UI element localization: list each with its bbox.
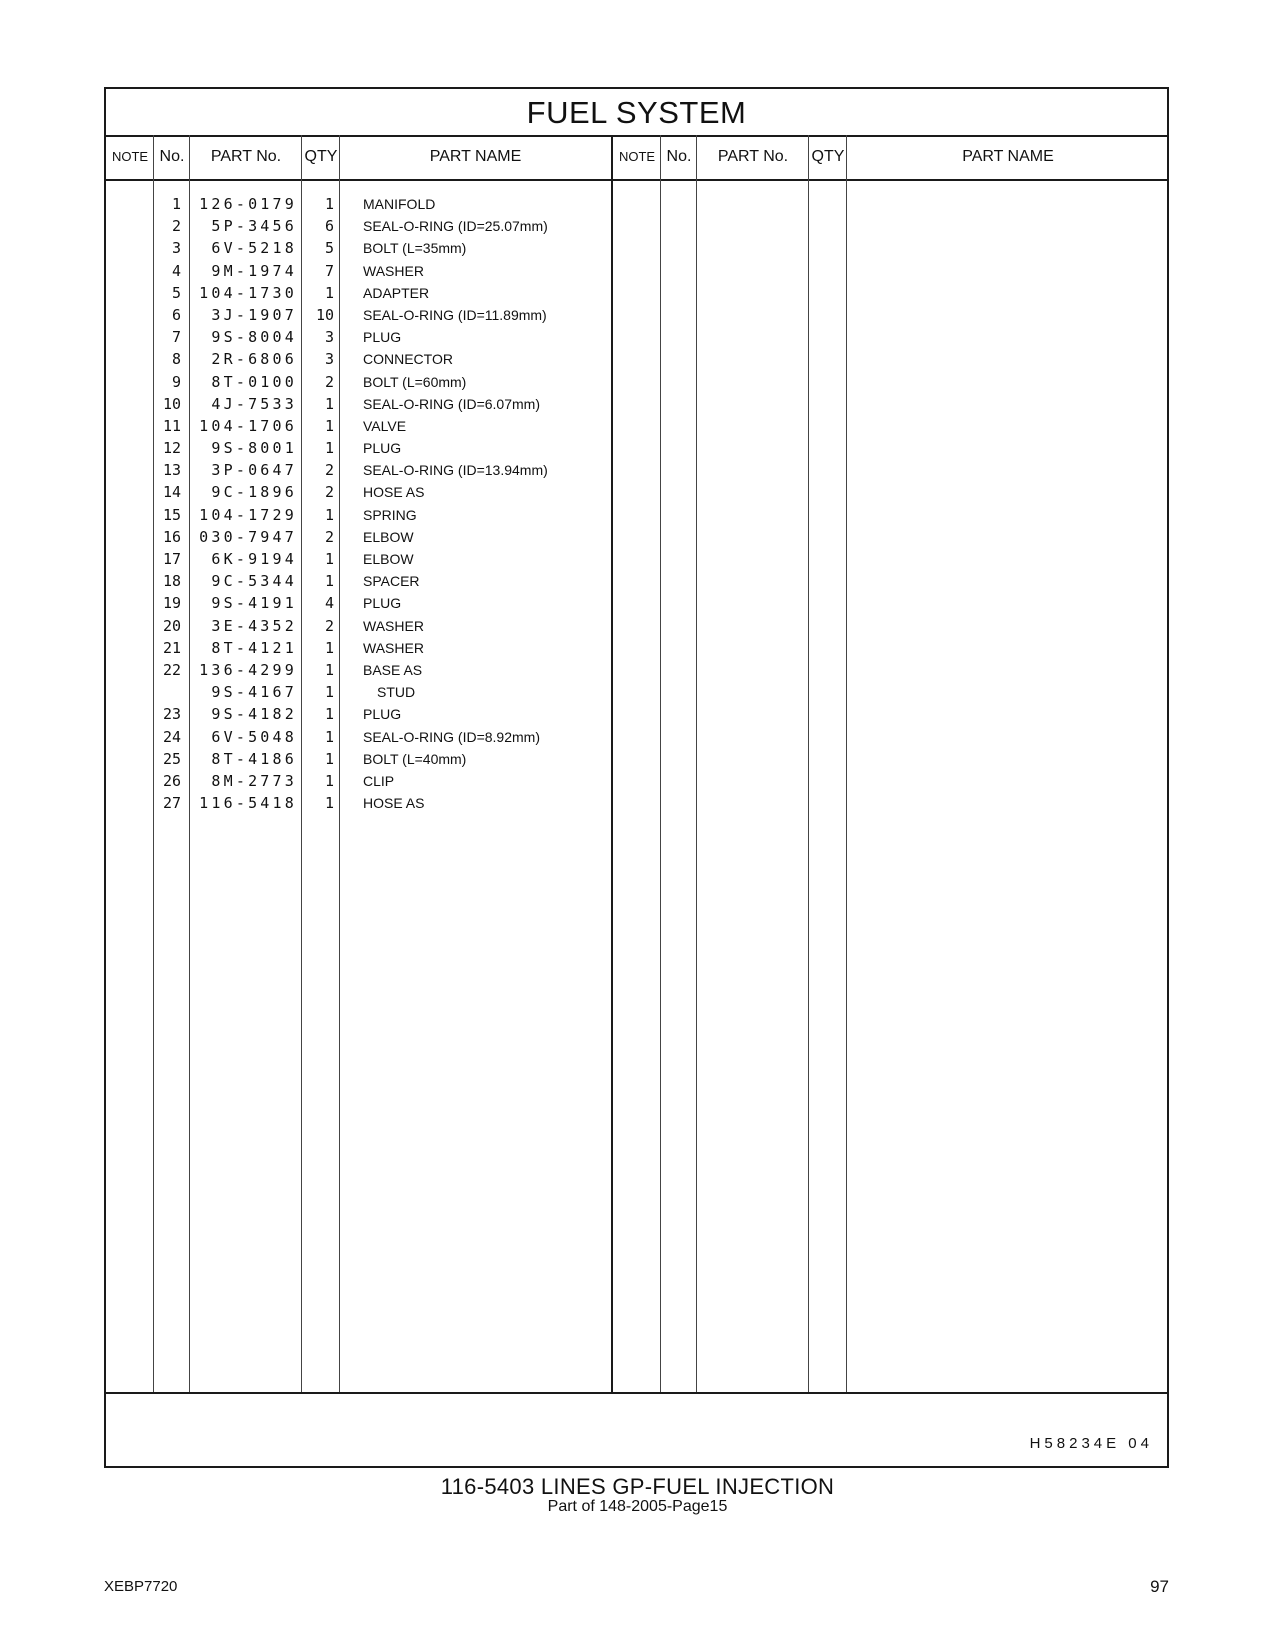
part-name: SEAL-O-RING (ID=8.92mm) bbox=[363, 728, 540, 745]
item-number: 6 bbox=[171, 305, 181, 324]
item-number: 18 bbox=[162, 572, 181, 591]
quantity: 1 bbox=[324, 550, 334, 568]
item-number: 7 bbox=[171, 328, 181, 347]
part-number: 9M-1974 bbox=[211, 261, 297, 280]
table-row bbox=[106, 526, 641, 548]
part-name: HOSE AS bbox=[363, 795, 425, 812]
part-name: WASHER bbox=[363, 617, 424, 634]
part-number: 3P-0647 bbox=[211, 461, 297, 480]
item-number: 19 bbox=[162, 594, 181, 613]
item-number: 12 bbox=[162, 439, 181, 458]
part-name: BASE AS bbox=[363, 661, 423, 678]
part-number: 8T-0100 bbox=[211, 372, 297, 391]
table-row bbox=[106, 304, 641, 326]
parts-list bbox=[106, 193, 641, 814]
table-row bbox=[106, 193, 641, 215]
item-number: 1 bbox=[171, 195, 181, 213]
item-number: 8 bbox=[171, 350, 181, 369]
col-header-partno-left: PART No. bbox=[210, 148, 282, 165]
item-number: 4 bbox=[171, 261, 181, 280]
column-header-row bbox=[106, 135, 1167, 181]
quantity: 1 bbox=[324, 505, 334, 524]
quantity: 1 bbox=[324, 705, 334, 724]
drawing-reference: H58234E 04 bbox=[1029, 1435, 1153, 1452]
item-number: 5 bbox=[171, 283, 181, 302]
part-name: PLUG bbox=[363, 595, 402, 612]
part-number: 6V-5048 bbox=[211, 727, 297, 746]
table-row bbox=[106, 504, 641, 526]
quantity: 1 bbox=[324, 683, 334, 702]
part-name: ELBOW bbox=[363, 528, 414, 545]
quantity: 2 bbox=[324, 616, 334, 635]
item-number: 21 bbox=[162, 638, 181, 657]
item-number: 9 bbox=[171, 372, 181, 391]
part-number: 9C-5344 bbox=[211, 572, 297, 591]
quantity: 1 bbox=[324, 195, 334, 213]
part-number: 8T-4186 bbox=[211, 749, 297, 768]
table-row bbox=[106, 260, 641, 282]
part-name: SPRING bbox=[363, 506, 417, 523]
col-header-partno-right: PART No. bbox=[717, 148, 789, 165]
table-row bbox=[106, 792, 641, 814]
quantity: 2 bbox=[324, 483, 334, 502]
divider-qty-name-right bbox=[846, 135, 847, 1392]
part-number: 9C-1896 bbox=[211, 483, 297, 502]
table-row bbox=[106, 393, 641, 415]
table-row bbox=[106, 237, 641, 259]
part-number: 9S-4191 bbox=[211, 594, 297, 613]
item-number: 14 bbox=[162, 483, 181, 502]
part-number: 3J-1907 bbox=[211, 305, 297, 324]
part-name: BOLT (L=40mm) bbox=[363, 750, 467, 767]
part-number: 136-4299 bbox=[199, 660, 297, 679]
part-number: 6V-5218 bbox=[211, 239, 297, 258]
part-name: PLUG bbox=[363, 440, 402, 457]
part-name: SEAL-O-RING (ID=6.07mm) bbox=[363, 395, 540, 412]
table-row bbox=[106, 459, 641, 481]
part-number: 104-1730 bbox=[199, 283, 297, 302]
part-number: 8M-2773 bbox=[211, 771, 297, 790]
item-number: 11 bbox=[162, 416, 181, 435]
part-name: SEAL-O-RING (ID=13.94mm) bbox=[363, 462, 548, 479]
quantity: 1 bbox=[324, 660, 334, 679]
quantity: 1 bbox=[324, 283, 334, 302]
quantity: 1 bbox=[324, 439, 334, 458]
quantity: 10 bbox=[315, 305, 334, 324]
footer-divider bbox=[106, 1392, 1167, 1394]
part-number: 030-7947 bbox=[199, 527, 297, 546]
part-number: 9S-8004 bbox=[211, 328, 297, 347]
part-name: BOLT (L=35mm) bbox=[363, 240, 467, 257]
part-name: CLIP bbox=[363, 772, 395, 789]
item-number: 15 bbox=[162, 505, 181, 524]
part-name: VALVE bbox=[363, 417, 407, 434]
col-header-partname-right: PART NAME bbox=[962, 148, 1054, 165]
part-of-reference: Part of 148-2005-Page15 bbox=[547, 1498, 728, 1515]
part-name: PLUG bbox=[363, 706, 402, 723]
part-number: 104-1706 bbox=[199, 416, 297, 435]
table-row bbox=[106, 348, 641, 370]
part-name: ELBOW bbox=[363, 551, 414, 567]
part-name: WASHER bbox=[363, 639, 424, 656]
item-number: 24 bbox=[162, 727, 181, 746]
part-name: STUD bbox=[377, 684, 416, 701]
page-number: 97 bbox=[1150, 1577, 1169, 1596]
table-row bbox=[106, 703, 641, 725]
part-name: BOLT (L=60mm) bbox=[363, 373, 467, 390]
table-row bbox=[106, 215, 641, 237]
divider-partno-qty-right bbox=[808, 135, 809, 1392]
item-number: 22 bbox=[162, 660, 181, 679]
col-header-qty-left: QTY bbox=[304, 148, 338, 165]
quantity: 5 bbox=[324, 239, 334, 258]
quantity: 1 bbox=[324, 794, 334, 813]
quantity: 4 bbox=[324, 594, 334, 613]
table-row bbox=[106, 726, 641, 748]
col-header-note-left: NOTE bbox=[111, 149, 149, 164]
item-number: 27 bbox=[162, 794, 181, 813]
part-number: 6K-9194 bbox=[211, 550, 297, 568]
part-number: 4J-7533 bbox=[211, 394, 297, 413]
quantity: 1 bbox=[324, 394, 334, 413]
item-number: 17 bbox=[162, 550, 181, 568]
document-id: XEBP7720 bbox=[104, 1578, 178, 1595]
divider-note-no-right bbox=[660, 135, 661, 1392]
part-number: 104-1729 bbox=[199, 505, 297, 524]
table-row bbox=[106, 282, 641, 304]
group-title: 116-5403 LINES GP-FUEL INJECTION bbox=[440, 1474, 835, 1499]
part-number: 3E-4352 bbox=[211, 616, 297, 635]
part-name: SEAL-O-RING (ID=25.07mm) bbox=[363, 218, 548, 235]
quantity: 1 bbox=[324, 416, 334, 435]
item-number: 2 bbox=[171, 217, 181, 236]
quantity: 2 bbox=[324, 527, 334, 546]
table-row bbox=[106, 615, 641, 637]
col-header-qty-right: QTY bbox=[811, 148, 845, 165]
quantity: 7 bbox=[324, 261, 334, 280]
quantity: 6 bbox=[324, 217, 334, 236]
col-header-note-right: NOTE bbox=[618, 149, 656, 164]
table-row bbox=[106, 548, 641, 570]
quantity: 3 bbox=[324, 350, 334, 369]
quantity: 1 bbox=[324, 572, 334, 591]
part-name: SEAL-O-RING (ID=11.89mm) bbox=[363, 306, 547, 323]
part-name: WASHER bbox=[363, 262, 424, 279]
system-title: FUEL SYSTEM bbox=[106, 89, 1167, 137]
table-row bbox=[106, 415, 641, 437]
item-number: 16 bbox=[162, 527, 181, 546]
part-number: 9S-4182 bbox=[211, 705, 297, 724]
table-row bbox=[106, 681, 641, 703]
part-name: HOSE AS bbox=[363, 484, 425, 501]
table-row bbox=[106, 570, 641, 592]
part-number: 9S-4167 bbox=[211, 683, 297, 702]
part-name: ADAPTER bbox=[363, 284, 430, 301]
quantity: 1 bbox=[324, 727, 334, 746]
part-number: 5P-3456 bbox=[211, 217, 297, 236]
item-number: 25 bbox=[162, 749, 181, 768]
table-row bbox=[106, 659, 641, 681]
quantity: 1 bbox=[324, 771, 334, 790]
quantity: 1 bbox=[324, 638, 334, 657]
table-row bbox=[106, 437, 641, 459]
table-row bbox=[106, 371, 641, 393]
part-number: 116-5418 bbox=[199, 794, 297, 813]
item-number: 3 bbox=[171, 239, 181, 258]
item-number: 10 bbox=[162, 394, 181, 413]
quantity: 3 bbox=[324, 328, 334, 347]
item-number: 23 bbox=[162, 705, 181, 724]
table-row bbox=[106, 326, 641, 348]
part-name: SPACER bbox=[363, 573, 420, 590]
col-header-no-left: No. bbox=[159, 148, 185, 165]
table-row bbox=[106, 748, 641, 770]
parts-table-frame bbox=[104, 87, 1169, 1468]
quantity: 2 bbox=[324, 461, 334, 480]
item-number: 13 bbox=[162, 461, 181, 480]
part-number: 126-0179 bbox=[199, 195, 297, 213]
part-name: CONNECTOR bbox=[363, 351, 453, 368]
item-number: 26 bbox=[162, 771, 181, 790]
part-number: 2R-6806 bbox=[211, 350, 297, 369]
col-header-partname-left: PART NAME bbox=[429, 148, 522, 165]
part-name: PLUG bbox=[363, 329, 402, 346]
table-row bbox=[106, 481, 641, 503]
table-row bbox=[106, 770, 641, 792]
quantity: 2 bbox=[324, 372, 334, 391]
quantity: 1 bbox=[324, 749, 334, 768]
col-header-no-right: No. bbox=[666, 148, 692, 165]
divider-no-partno-right bbox=[696, 135, 697, 1392]
table-row bbox=[106, 592, 641, 614]
item-number: 20 bbox=[162, 616, 181, 635]
part-number: 8T-4121 bbox=[211, 638, 297, 657]
table-row bbox=[106, 637, 641, 659]
part-name: MANIFOLD bbox=[363, 196, 436, 212]
part-number: 9S-8001 bbox=[211, 439, 297, 458]
